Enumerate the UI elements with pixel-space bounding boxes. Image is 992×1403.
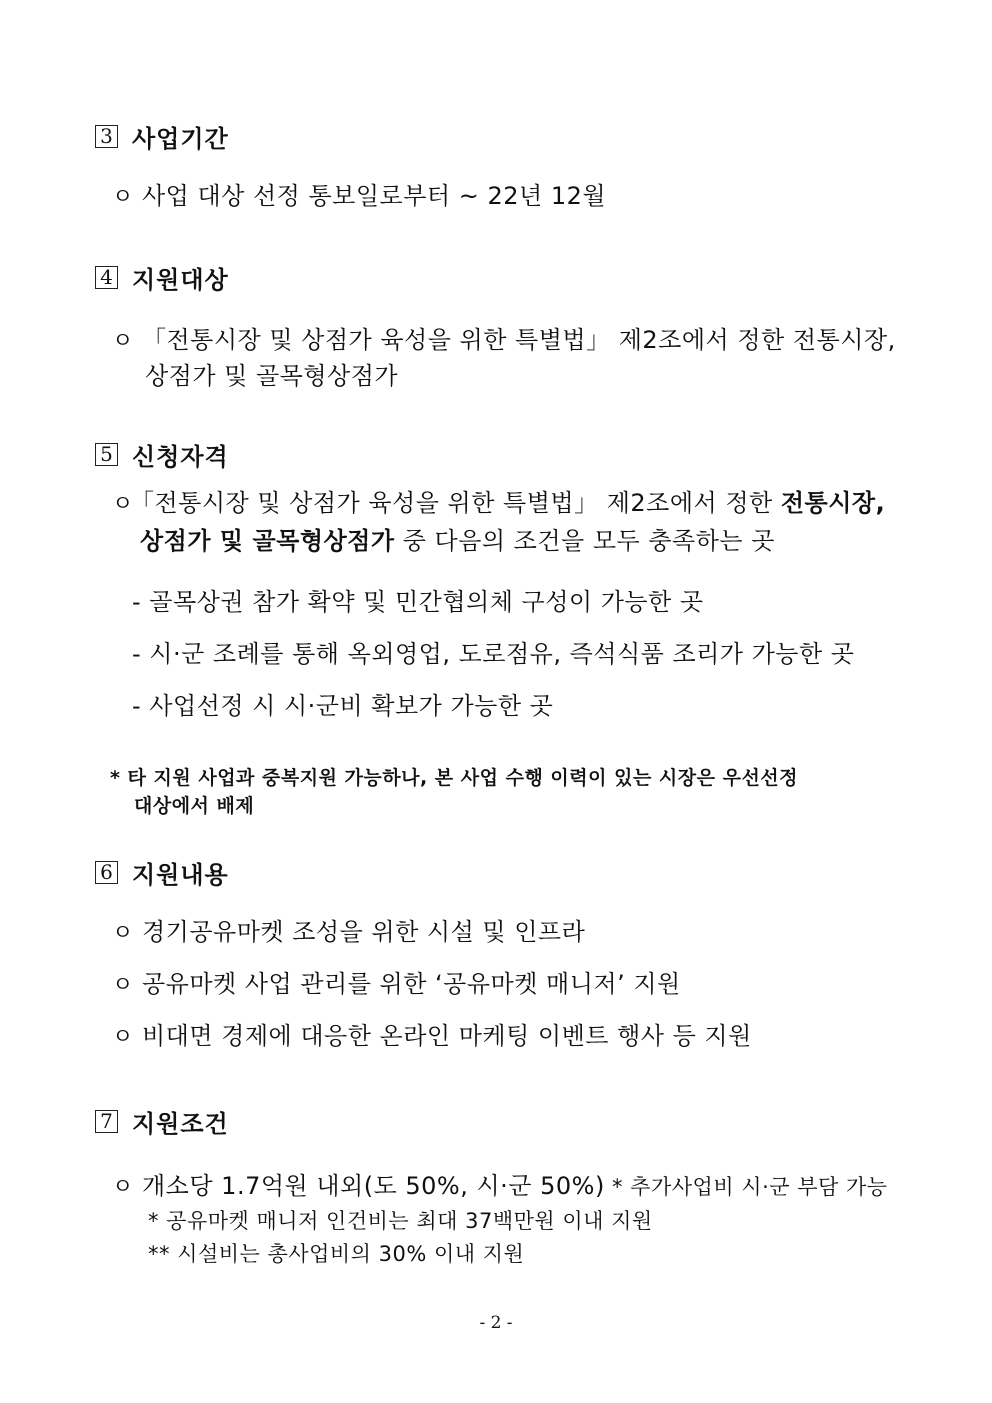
section-title: 신청자격 bbox=[132, 443, 229, 471]
list-item bbox=[112, 1016, 752, 1051]
item-text: 공유마켓 사업 관리를 위한 ‘공유마켓 매니저’ 지원 bbox=[142, 970, 681, 998]
item-text: 경기공유마켓 조성을 위한 시설 및 인프라 bbox=[142, 918, 586, 946]
dash-item: - 골목상권 참가 확약 및 민간협의체 구성이 가능한 곳 bbox=[132, 588, 704, 616]
item-continuation bbox=[140, 521, 775, 556]
bullet-icon: ㅇ bbox=[112, 1175, 134, 1200]
sub-note: * 공유마켓 매니저 인건비는 최대 37백만원 이내 지원 bbox=[148, 1209, 653, 1233]
bullet-icon: ㅇ bbox=[112, 329, 134, 354]
item-text: 개소당 1.7억원 내외(도 50%, 시·군 50%) bbox=[142, 1172, 605, 1200]
list-item bbox=[112, 320, 896, 355]
section-number-box: 5 bbox=[95, 443, 118, 466]
list-item bbox=[112, 964, 681, 999]
list-item bbox=[112, 483, 885, 518]
section-heading-6 bbox=[95, 855, 229, 890]
note-line: 대상에서 배제 bbox=[134, 795, 255, 817]
section-heading-3 bbox=[95, 119, 229, 154]
section-title: 지원내용 bbox=[132, 861, 229, 889]
dash-item: - 시·군 조례를 통해 옥외영업, 도로점유, 즉석식품 조리가 가능한 곳 bbox=[132, 640, 855, 668]
item-extra-text: * 추가사업비 시·군 부담 가능 bbox=[604, 1175, 888, 1199]
page-number: - 2 - bbox=[479, 1313, 513, 1333]
section-title: 지원대상 bbox=[132, 266, 229, 294]
section-number-box: 6 bbox=[95, 861, 118, 884]
sub-note: ** 시설비는 총사업비의 30% 이내 지원 bbox=[148, 1242, 525, 1266]
list-item bbox=[112, 176, 606, 211]
section-title: 지원조건 bbox=[132, 1110, 229, 1138]
section-title: 사업기간 bbox=[132, 125, 229, 153]
bullet-icon: ㅇ bbox=[112, 185, 134, 210]
item-text: 사업 대상 선정 통보일로부터 ~ 22년 12월 bbox=[142, 182, 607, 210]
bullet-icon: ㅇ bbox=[112, 973, 134, 998]
section-number-box: 7 bbox=[95, 1110, 118, 1133]
section-heading-5 bbox=[95, 437, 229, 472]
item-text-bold: 전통시장, bbox=[780, 489, 886, 517]
bullet-icon: ㅇ bbox=[112, 1025, 134, 1050]
item-text: 「전통시장 및 상점가 육성을 위한 특별법」 제2조에서 정한 bbox=[130, 489, 781, 517]
dash-item: - 사업선정 시 시·군비 확보가 가능한 곳 bbox=[132, 692, 554, 720]
section-heading-7 bbox=[95, 1104, 229, 1139]
list-item bbox=[112, 912, 585, 947]
item-text: 중 다음의 조건을 모두 충족하는 곳 bbox=[394, 527, 775, 555]
item-text: 「전통시장 및 상점가 육성을 위한 특별법」 제2조에서 정한 전통시장, bbox=[142, 326, 896, 354]
bullet-icon: ㅇ bbox=[112, 492, 134, 517]
section-number-box: 3 bbox=[95, 125, 118, 148]
bullet-icon: ㅇ bbox=[112, 921, 134, 946]
list-item bbox=[112, 1166, 888, 1201]
section-heading-4 bbox=[95, 260, 229, 295]
note-line: * 타 지원 사업과 중복지원 가능하나, 본 사업 수행 이력이 있는 시장은 우선선정 bbox=[110, 767, 799, 789]
item-text-bold: 상점가 및 골목형상점가 bbox=[140, 527, 395, 555]
item-continuation: 상점가 및 골목형상점가 bbox=[145, 362, 399, 390]
item-text: 비대면 경제에 대응한 온라인 마케팅 이벤트 행사 등 지원 bbox=[142, 1022, 752, 1050]
section-number-box: 4 bbox=[95, 266, 118, 289]
